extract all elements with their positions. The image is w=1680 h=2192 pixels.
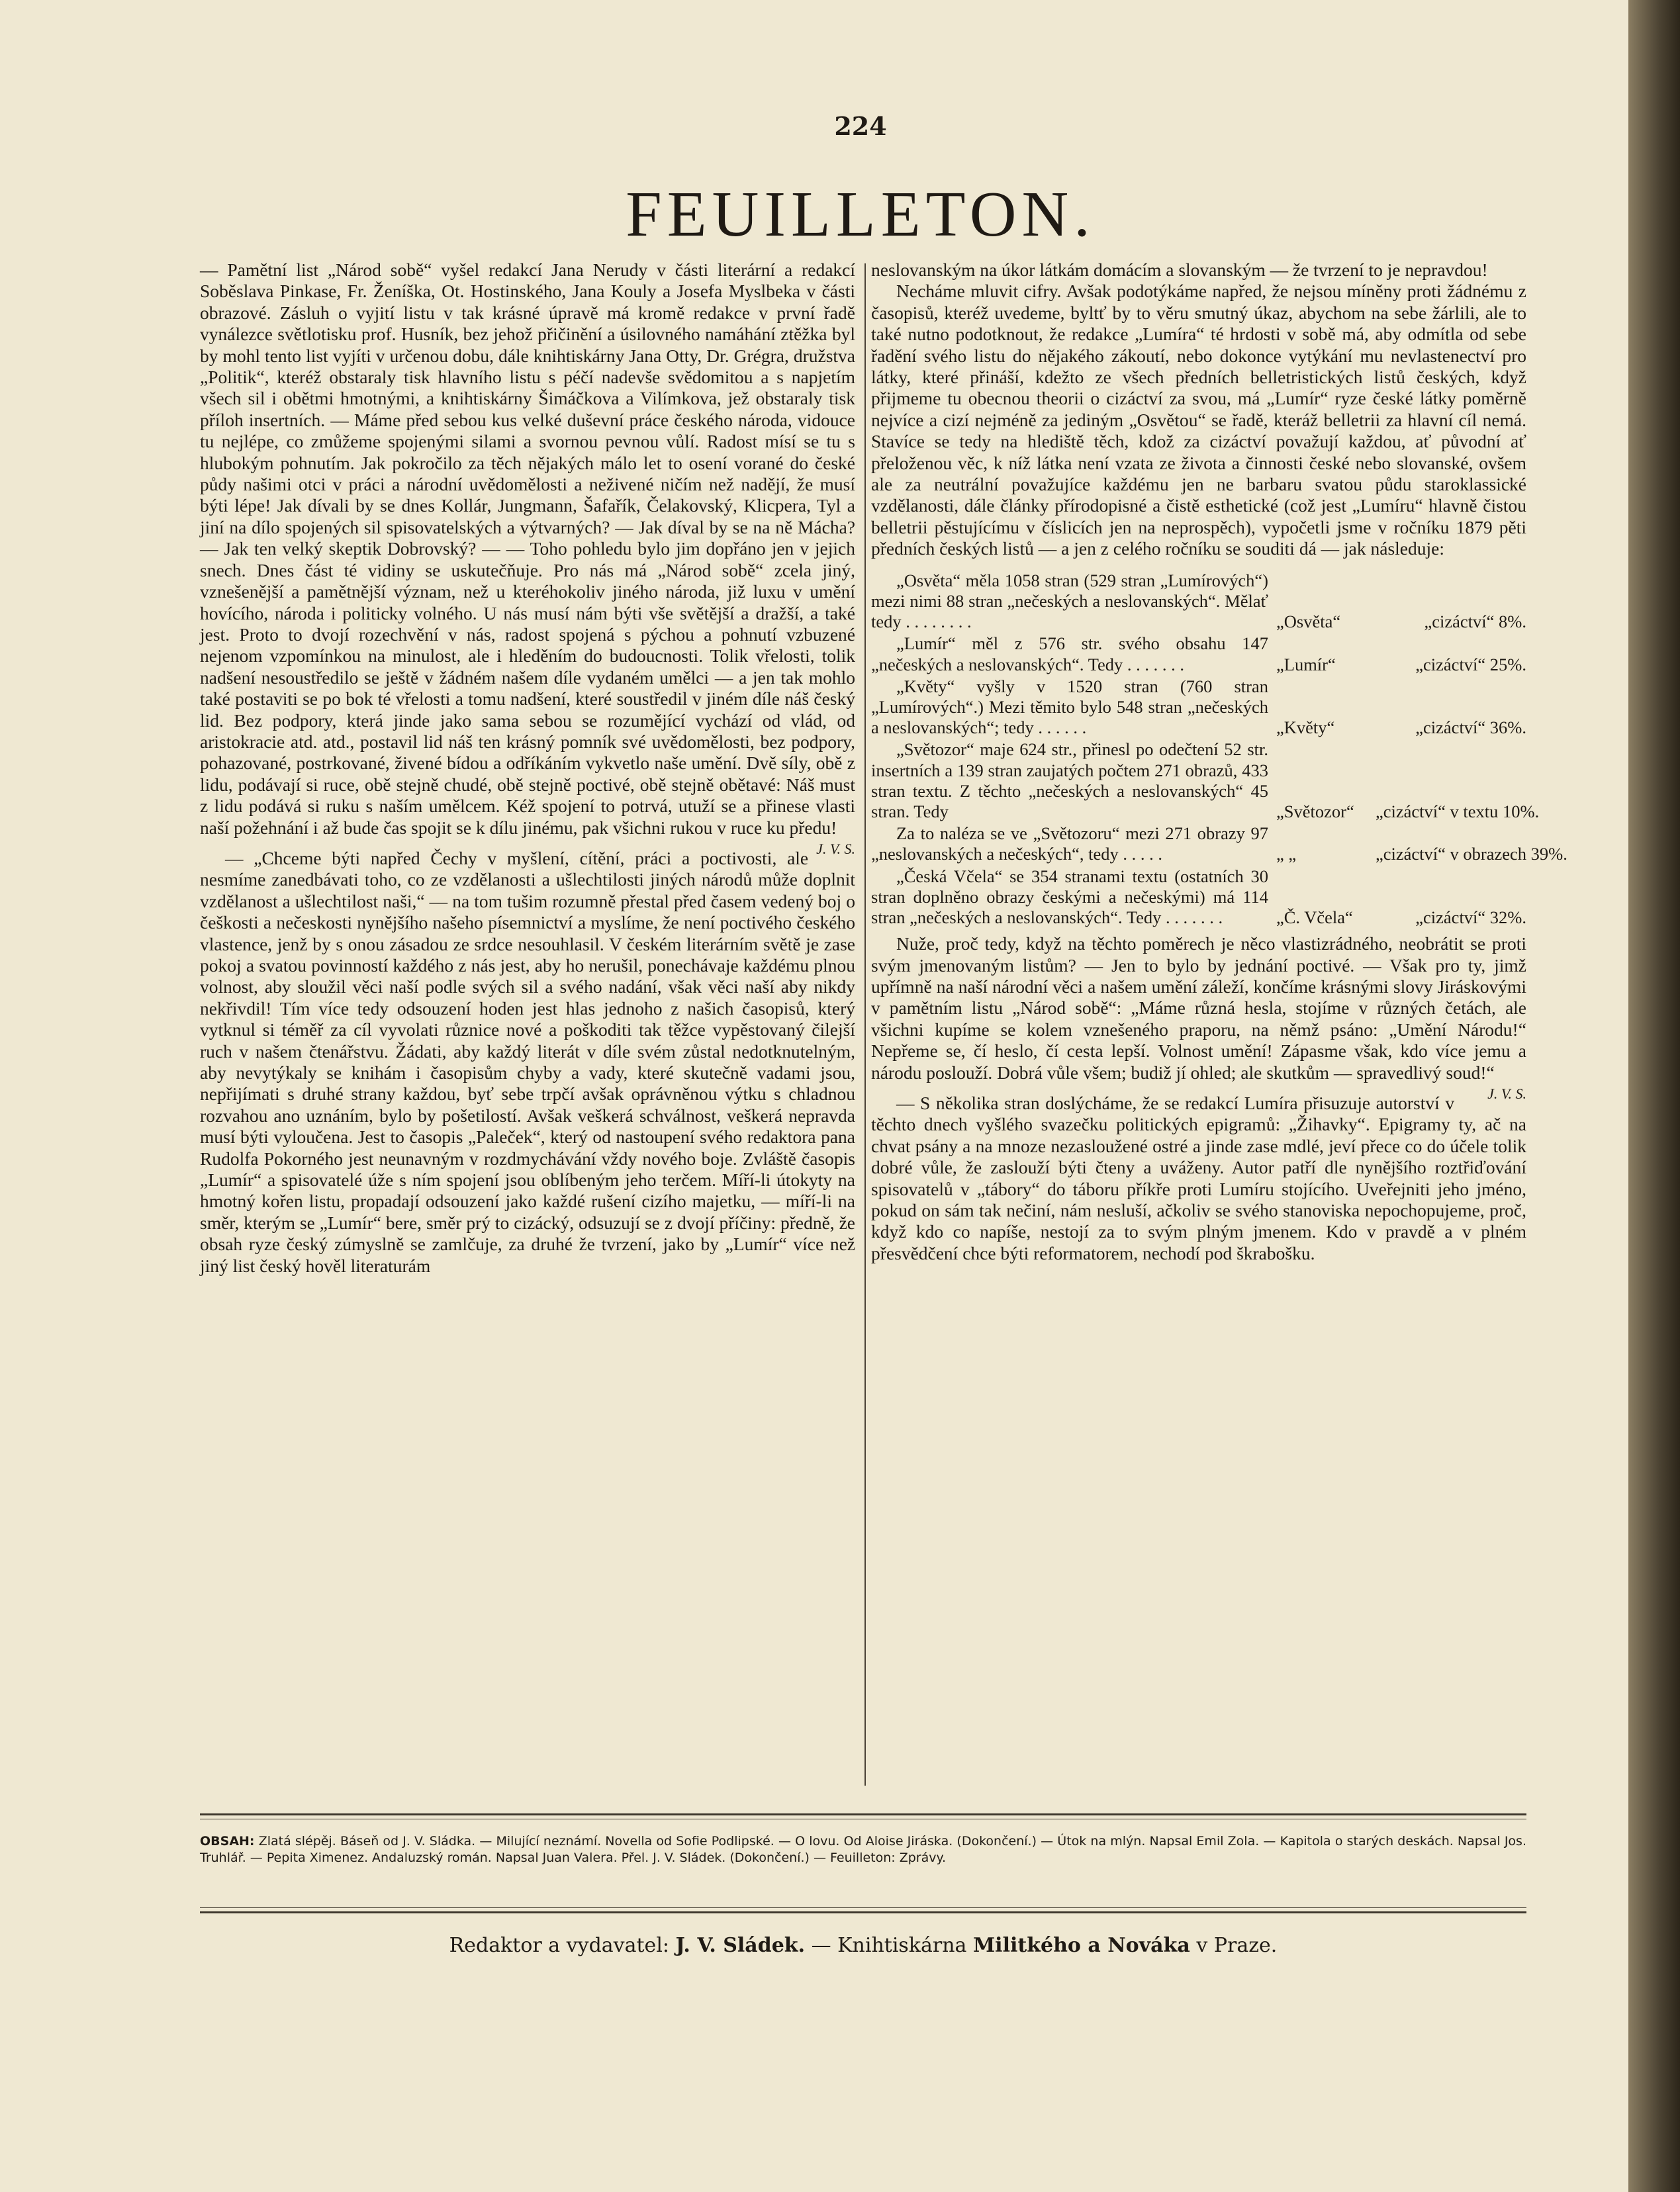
article-palecek: — „Chceme býti napřed Čechy v myšlení, cítění, práci a poctivosti, ale nesmíme zanedbávati toho, co ze vzdělanosti a ušlechtilosti jiných národů může doplnit vzdělanost a ušlechtilost naši,“ — na tom tušim rozumně přestal před časem vedený boj o češkosti a nečeskosti nynějšího našeho písemnictví a myslíme, že není poctivého českého vlastence, jenž by s onou zásadou ze srdce nesouhlasil. V českém literárním světě je zase pokoj a svatou povinností každého z nás jest, aby ho nerušil, ponechávaje každému plnou volnost, aby sloužil věci naší podle svých sil a svého nadání, však věci naší aby nikdy nekřivdil! Tím více tedy odsouzení hoden jest hlas jednoho z našich časopisů, který vytknul si téměř za cíl vyvolati různice nové a poškoditi tak těžce vypěstovaný čilejší ruch v našem čtenářstvu. Žádati, aby každý literát v díle svém zůstal nedotknutelným, aby nevytýkaly se knihám i časopisům chyby a vady, které skutečně vadami jsou, nepřijímati s druhé strany každou, byť sebe trpčí avšak oprávněnou výtku s chladnou rozvahou ano uznáním, bylo by pošetilostí. Avšak veškerá schválnost, veškerá nepravda musí býti vyloučena. Jest to časopis „Paleček“, který od nastoupení svého redaktora pana Rudolfa Pokorného jest neunavným v rozdmychávání vždy nového boje. Zvláště časopis „Lumír“ a spisovatelé úže s ním spojení jsou oblíbeným jeho terčem. Míří-li útokyty na hmotný kořen listu, propadají odsouzení jako každé rušení cizího majetku, — míří-li na směr, kterým se „Lumír“ bere, směr prý to cizácký, odsuzují se z dvojí příčiny: předně, že obsah ryze český zúmyslně se zamlčuje, za druhé že tvrzení, jako by „Lumír“ více než jiný list český hověl literaturám [200, 847, 855, 1276]
stat-row-lumir [871, 633, 1526, 674]
right-intro-paragraph-1: neslovanským na úkor látkám domácím a slovanským — že tvrzení to je nepravdou! [871, 259, 1488, 280]
stat-desc [871, 676, 1268, 739]
stat-row-svetozor-images [871, 823, 1567, 864]
contents-text: Zlatá slépěj. Báseň od J. V. Sládka. — Milující neznámí. Novella od Sofie Podlipské. — O lovu. Od Aloise Jiráska. (Dokončení.) — Útok na mlýn. Napsal Emil Zola. — Kapitola o starých deskách. Napsal Jos. Truhlář. — Pepita Ximenez. Andaluzský román. Napsal Juan Valera. Přel. J. V. Sládek. (Dokončení.) — Feuilleton: Zprávy. [200, 1834, 1526, 1865]
stat-label: „Osvěta“ [1276, 612, 1341, 632]
table-of-contents [200, 1833, 1526, 1866]
left-column [200, 259, 855, 1788]
stat-desc-text: „Osvěta“ měla 1058 stran (529 stran „Lumírových“) mezi nimi 88 stran „nečeských a neslovanských“. Mělať tedy . . . . . . . . [871, 570, 1268, 632]
contents-label: OBSAH: [200, 1834, 255, 1849]
right-conclusion-paragraph [871, 933, 1526, 1102]
stat-value: „cizáctví“ 36%. [1415, 717, 1526, 738]
page-title: FEUILLETON. [626, 179, 1096, 250]
statistics-list [871, 570, 1567, 928]
footer-rule-bottom-thin [200, 1907, 1526, 1908]
article-narod-sobe-text: — Pamětní list „Národ sobě“ vyšel redakcí Jana Nerudy v části literární a redakcí Soběslava Pinkase, Fr. Ženíška, Ot. Hostinského, Jana Kouly a Josefa Myslbeka v části obrazové. Zásluh o vyjití listu v tak krásné úpravě má kromě redakce v první řadě vynálezce světlotisku prof. Husník, bez jehož přičinění a úsilovného namáhání ztěžka byl by mohl tento list vyjíti v určenou dobu, dále knihtiskárny Jana Otty, Dr. Grégra, družstva „Politik“, kteréž obstaraly tisk hlavního listu s péčí nadevše svědomitou a s napjetím všech sil i obětmi hmotnými, a knihtiskárny Šimáčkova a Vilímkova, jež obstaraly tisk příloh insertních. — Máme před sebou kus velké duševní práce českého národa, vidouce tu nejlépe, co zmůžeme spojenými silami a svornou pevnou vůlí. Radost mísí se tu s hlubokým pohnutím. Jak pokročilo za těch nějakých málo let to osení vorané do české půdy našimi otci v práci a národní uvědomělosti a neživené ničím než nadějí, že musí býti lépe! Jak dívali by se dnes Kollár, Jungmann, Šafařík, Čelakovský, Klicpera, Tyl a jiní na dílo spojených sil spisovatelských a výtvarných? — Jak díval by se na ně Mácha? — Jak ten velký skeptik Dobrovský? — — Toho pohledu bylo jim dopřáno jen v jejich snech. Dnes část té vidiny se uskutečňuje. Pro nás má „Národ sobě“ zcela jiný, vznešenější a pamětnější význam, než u kteréhokoliv jiného národa, již luxu v umění hovícího, národa i politicky volného. U nás musí nám býti vše světější a dražší, a také jest. Proto to dvojí rozechvění v nás, radost spojená s pýchou a pohnutí vzbuzené nejenom vzpomínkou na minulost, ale i hleděním do budoucnosti. Tolik vřelosti, tolik nadšení nesoustředilo se ještě v žádném našem díle vydaném umělci — a jen tak mohlo také postaviti se po bok té vřelosti a tomu nadšení, které soustředil v jiném díle náš český lid. Bez podpory, která jinde jako sama sebou se rozumějící vychází od vlád, od aristokracie atd. atd., postavil lid náš ten krásný pomník své uvědomělosti, bez podpory, pohazované, postrkované, živené bídou a odříkáním vykvetlo naše umění. Dvě síly, obě z lidu, podávají si ruce, obě stejně chudé, obě stejně poctivé, obě stejně obětavé: Náš must z lidu podává si ruku s naším umělcem. Kéž spojení to potrvá, utuží se a přinese vlasti naší požehnání i až bude čas spojit se k dílu jinému, pak všichni rukou v ruce ku předu! [200, 259, 855, 838]
right-column [871, 259, 1567, 1788]
stat-value: „cizáctví“ 32%. [1415, 907, 1526, 927]
imprint-printer: Militkého a Nováka [972, 1934, 1190, 1957]
stat-label: „Světozor“ [1276, 801, 1354, 821]
stat-desc [871, 633, 1268, 674]
signature-left: J. V. S. [816, 840, 855, 857]
footer-rule-top [200, 1813, 1526, 1815]
stat-desc-text: Za to naléza se ve „Světozoru“ mezi 271 obrazy 97 „neslovanských a nečeských“, tedy . . . . . [871, 823, 1268, 864]
article-narod-sobe [200, 259, 855, 857]
stat-value: „cizáctví“ 8%. [1424, 612, 1526, 632]
stat-desc [871, 866, 1268, 929]
stat-desc [871, 739, 1268, 822]
imprint-middle: — Knihtiskárna [811, 1934, 967, 1957]
imprint-suffix: v Praze. [1196, 1934, 1278, 1957]
stat-desc-text: „Lumír“ měl z 576 str. svého obsahu 147 „nečeských a neslovanských“. Tedy . . . . . . . [871, 633, 1268, 674]
signature-right: J. V. S. [1487, 1085, 1526, 1102]
article-zihavky: — S několika stran doslýcháme, že se redakcí Lumíra přisuzuje autorství v těchto dnech vyšlého svazečku politických epigramů: „Žihavky“. Epigramy ty, ač na chvat psány a na mnoze nezasloužené ostré a jinde zase mdlé, jeví přece co do účele tolik dobré vůle, že zaslouží býti čteny a uváženy. Autor patří dle nynějšího roztřiďování spisovatelů v „tábory“ do táboru příkře proti Lumíru stojícího. Uveřejniti jeho jméno, pokud on sám tak nečiní, nám nesluší, ačkoliv se svého stanoviska nepochopujeme, proč, když kdo co napíše, nestojí za to svým plným jmenem. Kdo v pravdě a v plném přesvědčení chce býti reformatorem, nechodí pod škrabošku. [871, 1092, 1526, 1263]
stat-row-kvety [871, 676, 1526, 739]
book-binding-edge [1628, 0, 1680, 2192]
right-conclusion-text: Nuže, proč tedy, když na těchto poměrech je něco vlastizrádného, neobrátit se proti svým jmenovaným listům? — Jen to bylo by jednání poctivé. — Však pro ty, jimž upřímně na naší národní věci a našem umění záleží, končíme krásnými slovy Jiráskovými v pamětním listu „Národ sobě“: „Máme různá hesla, stojíme v různých četách, ale všichni kupíme se kolem vznešeného praporu, na němž psáno: „Umění Národu!“ Nepřeme se, čí heslo, čí cesta lepší. Volnost umění! Zápasme však, kdo více jemu a národu poslouží. Dobrá vůle všem; budiž jí ohled; ale skutkům — spravedlivý soud!“ [871, 933, 1526, 1083]
stat-desc-text: „Česká Včela“ se 354 stranami textu (ostatních 30 stran doplněno obrazy českými a nečeskými) má 114 stran „nečeských a neslovanských“. Tedy . . . . . . . [871, 866, 1268, 927]
stat-row-svetozor-text [871, 739, 1540, 822]
stat-label: „Květy“ [1276, 717, 1335, 738]
stat-value: „cizáctví“ v textu 10%. [1376, 801, 1540, 821]
stat-row-osveta [871, 571, 1526, 633]
column-divider [864, 263, 866, 1786]
stat-label: „Č. Včela“ [1276, 907, 1353, 927]
right-intro-paragraph-2: Necháme mluvit cifry. Avšak podotýkáme napřed, že nejsou míněny proti žádnému z časopisů, kteréž uvedeme, byltť by to věru smutný úkaz, abychom na sebe žárlili, ale to také nutno podotknout, že redakce „Lumíra“ té hrdosti v sobě má, aby odmítla od sebe řadění svého listu do nějakého zákoutí, nebo dokonce vytýkání mu nevlastenectví pro látky, které přináší, kdežto ze všech předních belletristických listů českých, když přijmeme tu obecnou theorii o cizáctví za svou, má „Lumír“ ryze české látky poměrně nejvíce a cizí nejméně za jediným „Osvětou“ se řadě, kteráž belletrii za hlavní cíl nemá. Stavíce se tedy na hlediště těch, kdož za cizáctví považují každou, ať původní ať přeloženou věc, k níž látka není vzata ze života a činnosti české nebo slovanské, ovšem ale za neutrální považujíce každému jen ne barbaru svatou půdu staroklassické vzdělanosti, dále články přírodopisné a čistě esthetické (což jest „Lumíru“ hlavně čistou belletrii pěstujícímu v číslicích jen na neprospěch), vypočetli jsme v ročníku 1879 pěti předních českých listů — a jen z celého ročníku se souditi dá — jak následuje: [871, 281, 1526, 559]
stat-label: „Lumír“ [1276, 654, 1336, 674]
stat-label: „ „ [1276, 844, 1297, 864]
imprint-editor: J. V. Sládek. [675, 1934, 806, 1957]
stat-desc-text: „Světozor“ maje 624 str., přinesl po odečtení 52 str. insertních a 139 stran zaujatých počtem 271 obrazů, 433 stran textu. Z těchto „nečeských a neslovanských“ 45 stran. Tedy [871, 739, 1268, 821]
stat-desc-text: „Květy“ vyšly v 1520 stran (760 stran „Lumírových“.) Mezi těmito bylo 548 stran „nečeských a neslovanských“; tedy . . . . . . [871, 676, 1268, 738]
stat-desc [871, 823, 1268, 864]
imprint-prefix: Redaktor a vydavatel: [449, 1934, 670, 1957]
footer-rule-bottom [200, 1911, 1526, 1913]
imprint [200, 1934, 1526, 1957]
stat-desc [871, 571, 1268, 633]
stat-row-ceska-vcela [871, 866, 1526, 929]
stat-value: „cizáctví“ v obrazech 39%. [1376, 844, 1567, 864]
page-number: 224 [834, 111, 887, 141]
stat-value: „cizáctví“ 25%. [1415, 654, 1526, 674]
